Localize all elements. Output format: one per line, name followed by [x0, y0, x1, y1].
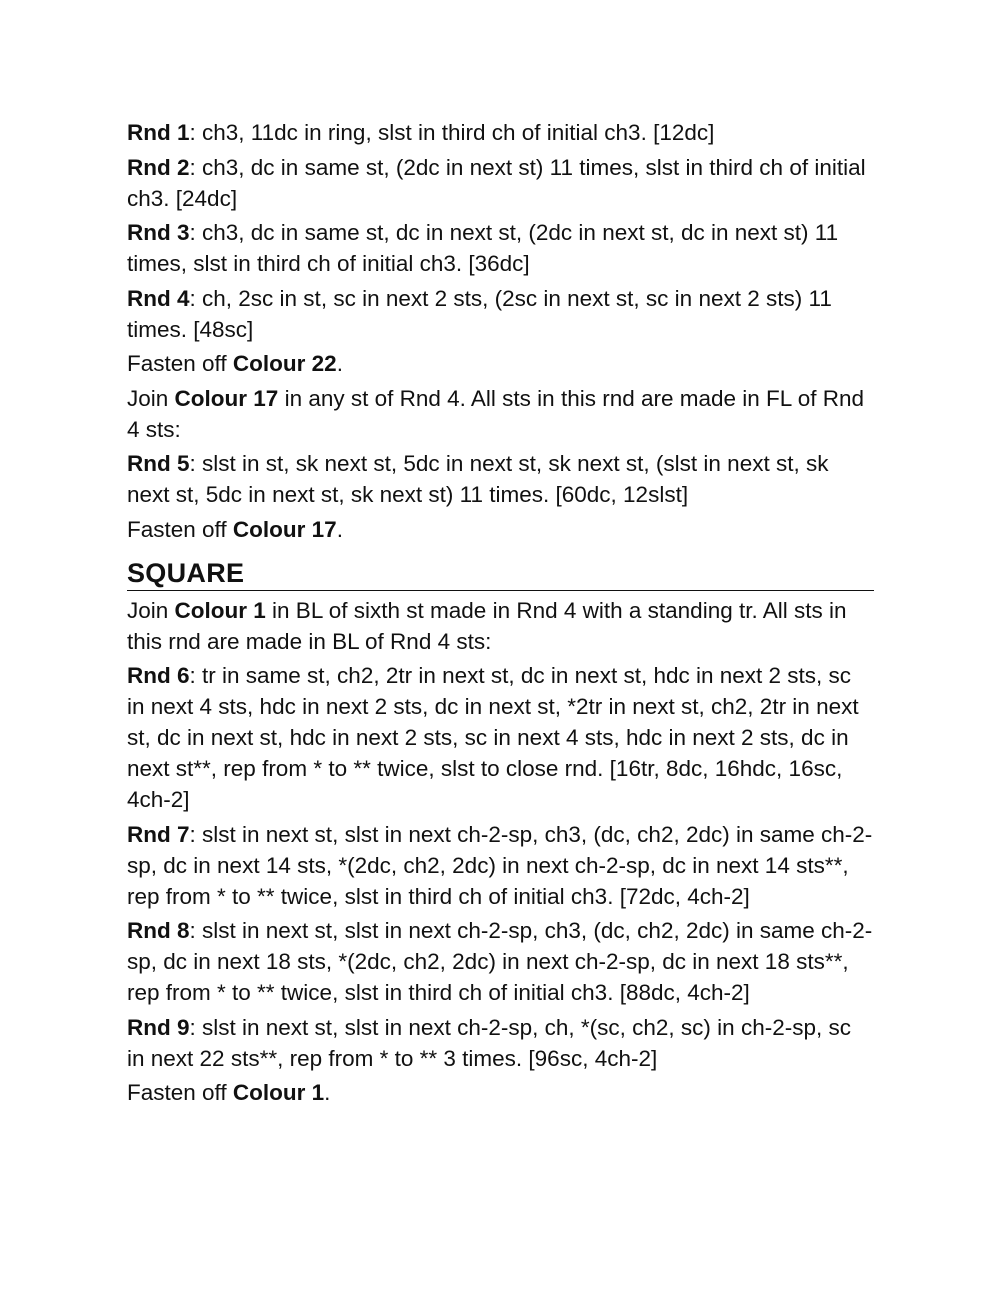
- fasten-off-colour-22: [127, 348, 874, 379]
- rnd-2-label: Rnd 2: [127, 154, 190, 180]
- rnd-2-text: : ch3, dc in same st, (2dc in next st) 11 times, slst in third ch of initial ch3. [24dc]: [127, 154, 866, 211]
- rnd-5-text: : slst in st, sk next st, 5dc in next st, sk next st, (slst in next st, sk next st, 5dc in next st, sk next st) 11 times. [60dc, 12slst]: [127, 451, 829, 507]
- fasten-22-post: .: [336, 351, 343, 376]
- join-17-pre: Join: [127, 385, 175, 411]
- rnd-9-instruction: [127, 1012, 874, 1074]
- rnd-4-text: : ch, 2sc in st, sc in next 2 sts, (2sc in next st, sc in next 2 sts) 11 times. [48sc]: [127, 285, 832, 342]
- pattern-page: [127, 117, 874, 1112]
- rnd-8-label: Rnd 8: [127, 918, 190, 943]
- rnd-5-instruction: [127, 448, 874, 510]
- rnd-3-label: Rnd 3: [127, 220, 190, 245]
- fasten-17-colour: Colour 17: [232, 516, 337, 542]
- rnd-7-label: Rnd 7: [127, 821, 190, 847]
- join-1-pre: Join: [127, 597, 175, 623]
- rnd-8-text: : slst in next st, slst in next ch-2-sp, ch3, (dc, ch2, 2dc) in same ch-2-sp, dc in next 18 sts, *(2dc, ch2, 2dc) in next ch-2-sp, dc in next 18 sts**, rep from * to ** twice, slst in third ch of initial ch3. [88dc, 4ch-2]: [127, 918, 873, 1005]
- rnd-4-instruction: [127, 283, 874, 345]
- rnd-2-instruction: [127, 152, 874, 214]
- rnd-6-text: : tr in same st, ch2, 2tr in next st, dc in next st, hdc in next 2 sts, sc in next 4 sts, hdc in next 2 sts, dc in next st, *2tr in next st, ch2, 2tr in next st, dc in next st, hdc in next 2 sts, sc in next 4 sts, hdc in next 2 sts, dc in next st**, rep from * to ** twice, slst to close rnd. [16tr, 8dc, 16hdc, 16sc, 4ch-2]: [127, 663, 859, 812]
- rnd-1-instruction: [127, 117, 874, 148]
- fasten-off-colour-17: [127, 514, 874, 545]
- join-1-colour: Colour 1: [174, 597, 266, 623]
- fasten-1-colour: Colour 1: [232, 1080, 325, 1105]
- fasten-1-pre: Fasten off: [127, 1080, 233, 1105]
- rnd-1-label: Rnd 1: [127, 120, 190, 145]
- rnd-8-instruction: [127, 915, 874, 1008]
- fasten-22-pre: Fasten off: [127, 351, 233, 376]
- fasten-17-pre: Fasten off: [127, 516, 233, 542]
- rnd-7-instruction: [127, 819, 874, 912]
- join-colour-17: [127, 383, 874, 445]
- join-1-post: in BL of sixth st made in Rnd 4 with a standing tr. All sts in this rnd are made in BL of Rnd 4 sts:: [127, 597, 847, 654]
- join-colour-1: [127, 595, 874, 657]
- rnd-3-text: : ch3, dc in same st, dc in next st, (2dc in next st, dc in next st) 11 times, slst in third ch of initial ch3. [36dc]: [127, 220, 839, 276]
- rnd-7-text: : slst in next st, slst in next ch-2-sp, ch3, (dc, ch2, 2dc) in same ch-2-sp, dc in next 14 sts, *(2dc, ch2, 2dc) in next ch-2-sp, dc in next 14 sts**, rep from * to ** twice, slst in third ch of initial ch3. [72dc, 4ch-2]: [127, 821, 873, 909]
- fasten-1-post: .: [324, 1080, 331, 1105]
- fasten-22-colour: Colour 22: [232, 351, 337, 376]
- rnd-9-text: : slst in next st, slst in next ch-2-sp, ch, *(sc, ch2, sc) in ch-2-sp, sc in next 22 sts**, rep from * to ** 3 times. [96sc, 4ch-2]: [127, 1014, 851, 1071]
- rnd-3-instruction: [127, 217, 874, 279]
- section-heading-square: SQUARE: [127, 557, 874, 591]
- fasten-off-colour-1: [127, 1077, 874, 1108]
- join-17-post: in any st of Rnd 4. All sts in this rnd are made in FL of Rnd 4 sts:: [127, 385, 865, 442]
- rnd-5-label: Rnd 5: [127, 451, 190, 476]
- rnd-4-label: Rnd 4: [127, 285, 190, 311]
- fasten-17-post: .: [336, 516, 343, 542]
- rnd-6-instruction: [127, 660, 874, 815]
- rnd-9-label: Rnd 9: [127, 1014, 190, 1040]
- join-17-colour: Colour 17: [174, 385, 279, 411]
- rnd-6-label: Rnd 6: [127, 663, 190, 688]
- rnd-1-text: : ch3, 11dc in ring, slst in third ch of initial ch3. [12dc]: [189, 120, 715, 145]
